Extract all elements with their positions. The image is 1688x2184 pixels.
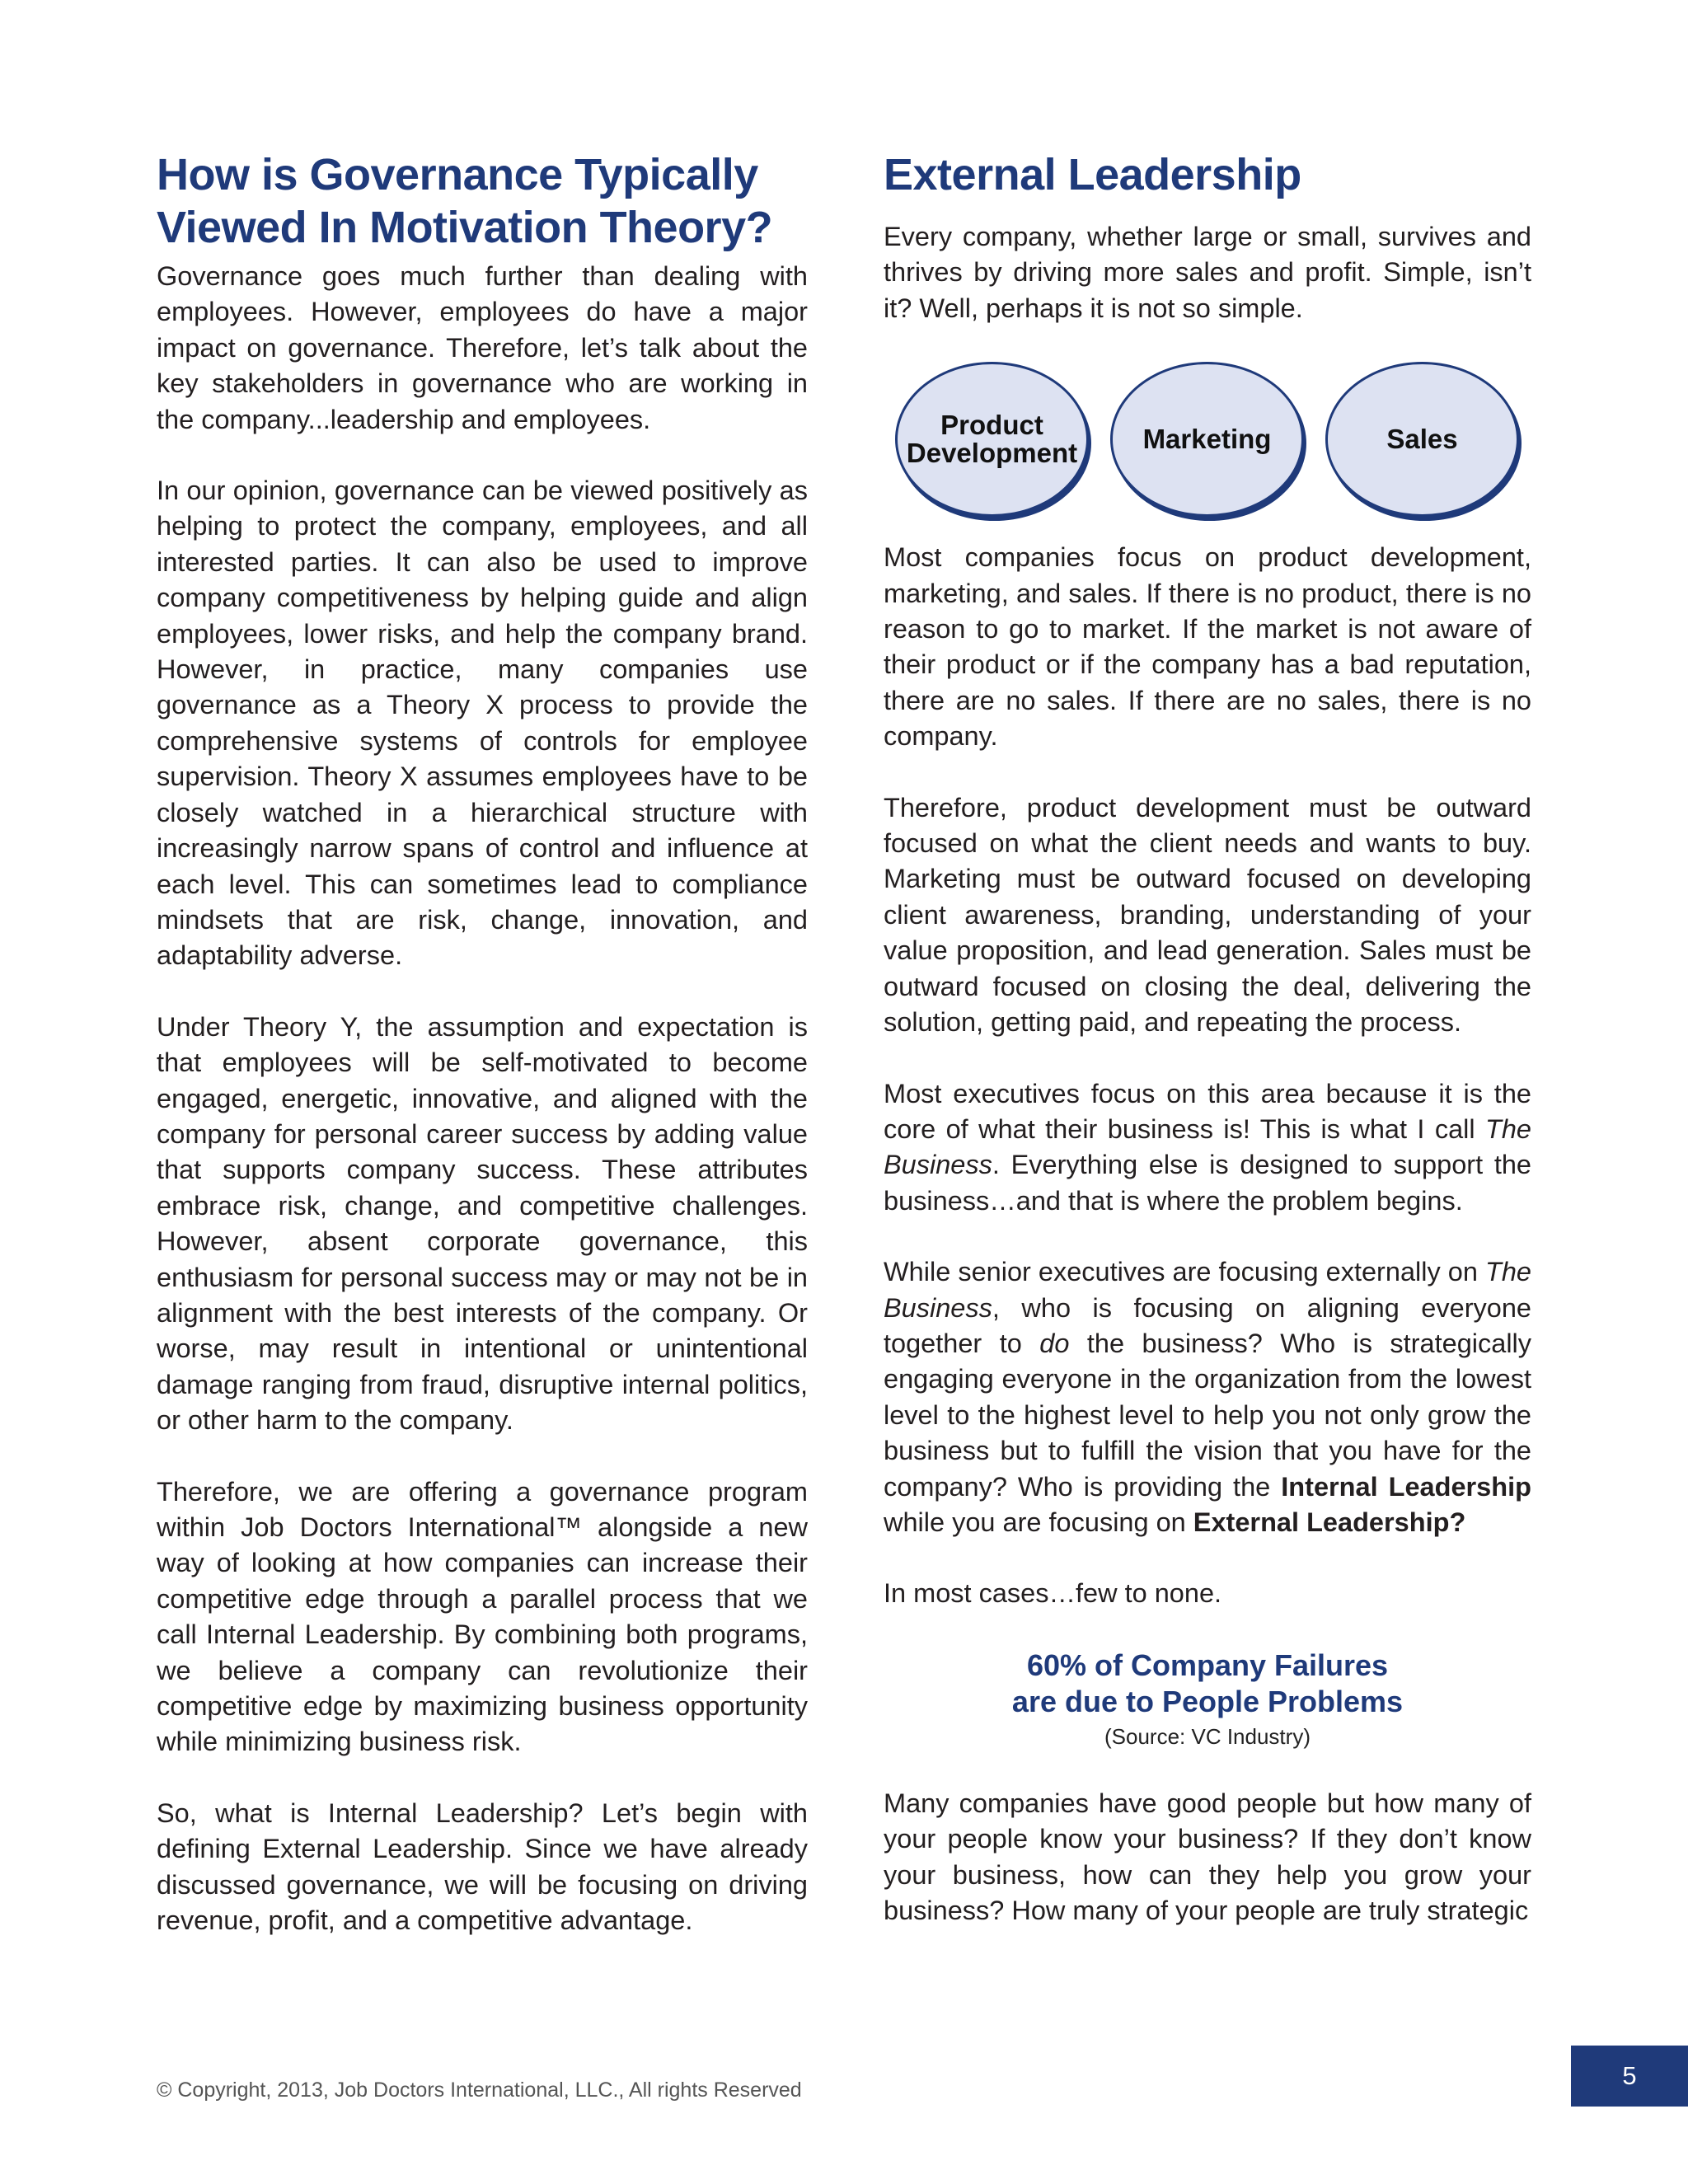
copyright-footer: © Copyright, 2013, Job Doctors International, LLC., All rights Reserved	[157, 2079, 802, 2102]
executives-paragraph: Most executives focus on this area because it is the core of what their business is! This is what I call The Business. Everything else is designed to support the business…and that is where the problem begins.	[884, 1078, 1531, 1216]
statistic-callout	[884, 1647, 1531, 1753]
left-paragraph: Under Theory Y, the assumption and expectation is that employees will be self-motivated to become engaged, energetic, innovative, and aligned with the company for personal career success by adding value that supports company success. These attributes embrace risk, change, and competitive challenges. However, absent corporate governance, this enthusiasm for personal success may or may not be in alignment with the best interests of the company. Or worse, may result in intentional or unintentional damage ranging from fraud, disruptive internal politics, or other harm to the company.	[157, 1011, 808, 1436]
focus-paragraph: Most companies focus on product development, marketing, and sales. If there is no product, there is no reason to go to market. If the market is not aware of their product or if the company has a bad reputation, there are no sales. If there are no sales, there is no company.	[884, 542, 1531, 752]
left-column	[157, 148, 808, 1974]
left-paragraph: Governance goes much further than dealing with employees. However, employees do have a major impact on governance. Therefore, let’s talk about the key stakeholders in governance who are working in the company...leadership and employees.	[157, 261, 808, 434]
sales-bubble: Sales	[1325, 362, 1519, 517]
marketing-bubble: Marketing	[1110, 362, 1304, 517]
right-heading: External Leadership	[884, 150, 1301, 199]
left-heading: How is Governance Typically Viewed In Motivation Theory?	[157, 150, 773, 252]
left-paragraph: In our opinion, governance can be viewed positively as helping to protect the company, employees, and all interested parties. It can also be used to improve company competitiveness by helping guide and align employees, lower risks, and help the company brand. However, in practice, many companies use governance as a Theory X process to provide the comprehensive systems of controls for employee supervision. Theory X assumes employees have to be closely watched in a hierarchical structure with increasingly narrow spans of control and influence at each level. This can sometimes lead to compliance mindsets that are risk, change, innovation, and adaptability adverse.	[157, 476, 808, 971]
left-paragraph: Therefore, we are offering a governance program within Job Doctors International™ alongside a new way of looking at how companies can increase their competitive edge through a parallel process that we call Internal Leadership. By combining both programs, we believe a company can revolutionize their competitive edge by maximizing business opportunity while minimizing business risk.	[157, 1476, 808, 1757]
people-paragraph: Many companies have good people but how many of your people know your business? If they don’t know your business, how can they help you grow your business? How many of your people are truly strategic	[884, 1788, 1531, 1925]
therefore-paragraph: Therefore, product development must be outward focused on what the client needs and wants to buy. Marketing must be outward focused on developing client awareness, branding, understanding of your value proposition, and lead generation. Sales must be outward focused on closing the deal, delivering the solution, getting paid, and repeating the process.	[884, 792, 1531, 1038]
product-development-bubble: Product Development	[895, 362, 1089, 517]
statistic-source: (Source: VC Industry)	[1104, 1723, 1311, 1749]
business-areas-diagram	[895, 362, 1531, 518]
statistic-heading: 60% of Company Failures are due to People Problems	[1011, 1647, 1404, 1718]
intro-paragraph: Every company, whether large or small, survives and thrives by driving more sales and profit. Simple, isn’t it? Well, perhaps it is not so simple.	[884, 222, 1531, 323]
left-paragraph: So, what is Internal Leadership? Let’s begin with defining External Leadership. Since we have already discussed governance, we will be focusing on driving revenue, profit, and a competitive advantage.	[157, 1797, 808, 1936]
cases-paragraph: In most cases…few to none.	[884, 1578, 1222, 1609]
page-number: 5	[1571, 2046, 1688, 2107]
senior-executives-paragraph: While senior executives are focusing externally on The Business, who is focusing on aligning everyone together to do the business? Who is strategically engaging everyone in the organization from the lowest level to the highest level to help you not only grow the business but to fulfill the vision that you have for the company? Who is providing the Internal Leadership while you are focusing on External Leadership?	[884, 1257, 1532, 1537]
right-column	[884, 148, 1531, 1964]
